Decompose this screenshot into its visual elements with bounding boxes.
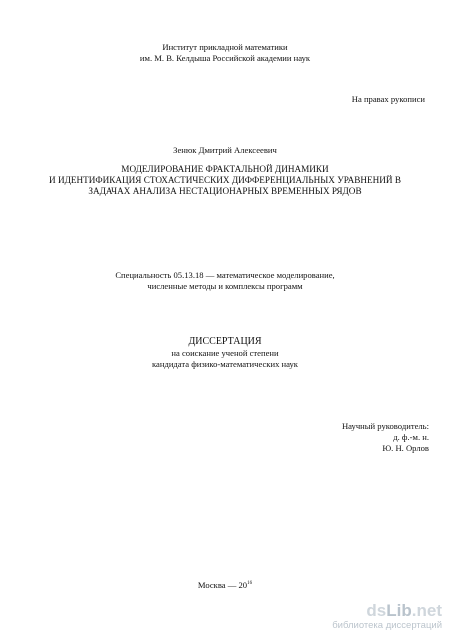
city-year-line xyxy=(0,580,450,591)
specialty xyxy=(0,270,450,292)
rights-notice: На правах рукописи xyxy=(351,94,425,104)
dissertation-heading-text: ДИССЕРТАЦИЯ xyxy=(188,336,262,347)
supervisor-name: Ю. Н. Орлов xyxy=(382,443,429,453)
dslib-logo xyxy=(332,602,442,620)
year-superscript: 16 xyxy=(247,581,253,586)
supervisor-degree: д. ф.-м. н. xyxy=(393,432,429,442)
logo-part-ds: ds xyxy=(366,601,387,620)
title-line-3: ЗАДАЧАХ АНАЛИЗА НЕСТАЦИОНАРНЫХ ВРЕМЕННЫХ РЯДОВ xyxy=(88,186,362,196)
dissertation-heading xyxy=(0,336,450,348)
supervisor-block xyxy=(342,421,429,454)
title-line-2: И ИДЕНТИФИКАЦИЯ СТОХАСТИЧЕСКИХ ДИФФЕРЕНЦИАЛЬНЫХ УРАВНЕНИЙ В xyxy=(49,175,401,185)
logo-part-lib: Lib xyxy=(386,601,412,620)
institute-line-1: Институт прикладной математики xyxy=(162,42,288,52)
supervisor-label: Научный руководитель: xyxy=(341,421,429,431)
degree-line-1: на соискание ученой степени xyxy=(171,348,279,358)
author-line: Зенюк Дмитрий Алексеевич xyxy=(173,145,277,155)
logo-part-net: .net xyxy=(411,601,442,620)
watermark-tagline: библиотека диссертаций xyxy=(332,620,442,631)
institute-line-2: им. М. В. Келдыша Российской академии наук xyxy=(139,53,311,63)
degree-line-2: кандидата физико-математических наук xyxy=(152,359,298,369)
city-year-text: Москва — 20 xyxy=(197,580,248,590)
degree-sought xyxy=(0,348,450,370)
institute-name xyxy=(0,42,450,64)
dslib-watermark xyxy=(332,602,442,631)
specialty-line-1: Специальность 05.13.18 — математическое моделирование, xyxy=(115,270,335,280)
city-year xyxy=(0,580,450,591)
author-name xyxy=(0,145,450,156)
specialty-line-2: численные методы и комплексы программ xyxy=(147,281,303,291)
title-line-1: МОДЕЛИРОВАНИЕ ФРАКТАЛЬНОЙ ДИНАМИКИ xyxy=(121,164,329,174)
dissertation-title xyxy=(0,164,450,197)
